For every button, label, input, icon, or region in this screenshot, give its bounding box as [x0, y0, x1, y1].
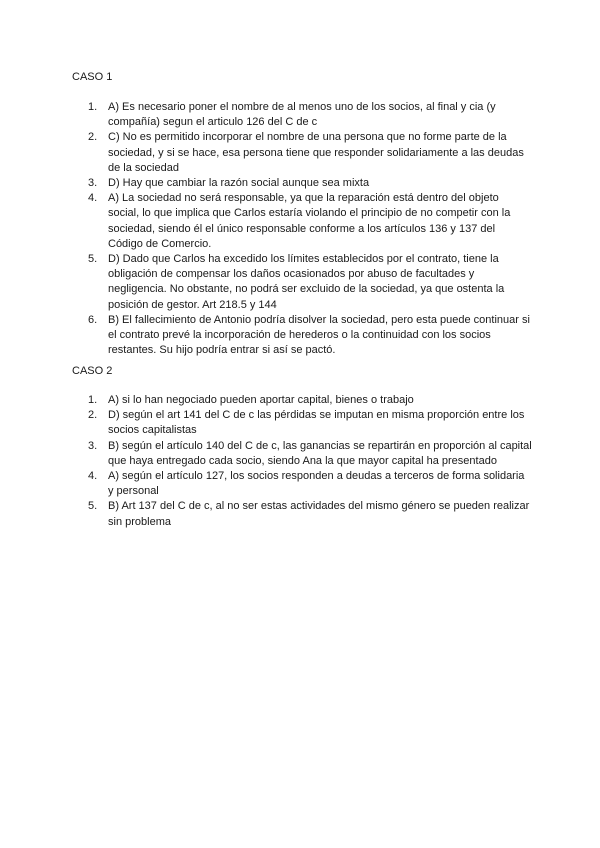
case-2-title: CASO 2 — [72, 365, 113, 377]
item-text: C) No es permitido incorporar el nombre de una persona que no forme parte de la sociedad, y si se hace, esa persona tiene que responder solidariamente a las deudas de la sociedad — [108, 131, 524, 174]
list-item — [72, 469, 532, 499]
item-number: 2. — [88, 409, 98, 422]
item-text: B) El fallecimiento de Antonio podría disolver la sociedad, pero esta puede continuar si el contrato prevé la incorporación de herederos o la continuidad con los socios restantes. Su hijo podría entrar si así se pactó. — [108, 313, 530, 357]
list-item — [72, 408, 532, 438]
item-number: 5. — [88, 253, 98, 266]
item-number: 4. — [88, 192, 98, 205]
list-item — [72, 191, 532, 252]
case-1-answer-list — [72, 100, 532, 358]
case-1-title: CASO 1 — [72, 71, 113, 83]
item-text: D) Hay que cambiar la razón social aunque sea mixta — [108, 177, 370, 190]
list-item — [72, 313, 532, 359]
item-number: 3. — [88, 177, 98, 190]
list-item — [72, 393, 532, 408]
item-number: 3. — [88, 439, 98, 452]
list-item — [72, 499, 532, 529]
list-item — [72, 176, 532, 191]
list-item — [72, 100, 532, 130]
item-number: 1. — [88, 101, 98, 113]
item-number: 2. — [88, 131, 98, 144]
item-text: A) Es necesario poner el nombre de al menos uno de los socios, al final y cia (y compañía) segun el articulo 126 del C de c — [108, 101, 496, 129]
case-2-answer-list — [72, 393, 532, 530]
item-number: 5. — [88, 500, 98, 513]
item-text: A) según el artículo 127, los socios responden a deudas a terceros de forma solidaria y personal — [108, 470, 525, 498]
item-text: D) Dado que Carlos ha excedido los límites establecidos por el contrato, tiene la obligación de compensar los daños ocasionados por abuso de facultades y negligencia. No obstante, no podrá ser excluido de la sociedad, ya que ostenta la posición de gestor. Art 218.5 y 144 — [108, 253, 505, 311]
item-text: D) según el art 141 del C de c las pérdidas se imputan en misma proporción entre los socios capitalistas — [108, 409, 525, 437]
item-text: B) según el artículo 140 del C de c, las ganancias se repartirán en proporción al capital que haya entregado cada socio, siendo Ana la que mayor capital ha presentado — [108, 439, 532, 467]
list-item — [72, 130, 532, 176]
item-number: 1. — [88, 394, 98, 406]
list-item — [72, 252, 532, 313]
item-number: 6. — [88, 313, 98, 326]
item-text: A) si lo han negociado pueden aportar capital, bienes o trabajo — [108, 394, 414, 406]
list-item — [72, 439, 532, 469]
item-text: A) La sociedad no será responsable, ya que la reparación está dentro del objeto social, lo que implica que Carlos estaría violando el principio de no competir con la sociedad, siendo él el único responsable conforme a los artículos 136 y 137 del Código de Comercio. — [108, 192, 511, 250]
item-text: B) Art 137 del C de c, al no ser estas actividades del mismo género se pueden realizar sin problema — [108, 500, 530, 528]
item-number: 4. — [88, 470, 98, 483]
